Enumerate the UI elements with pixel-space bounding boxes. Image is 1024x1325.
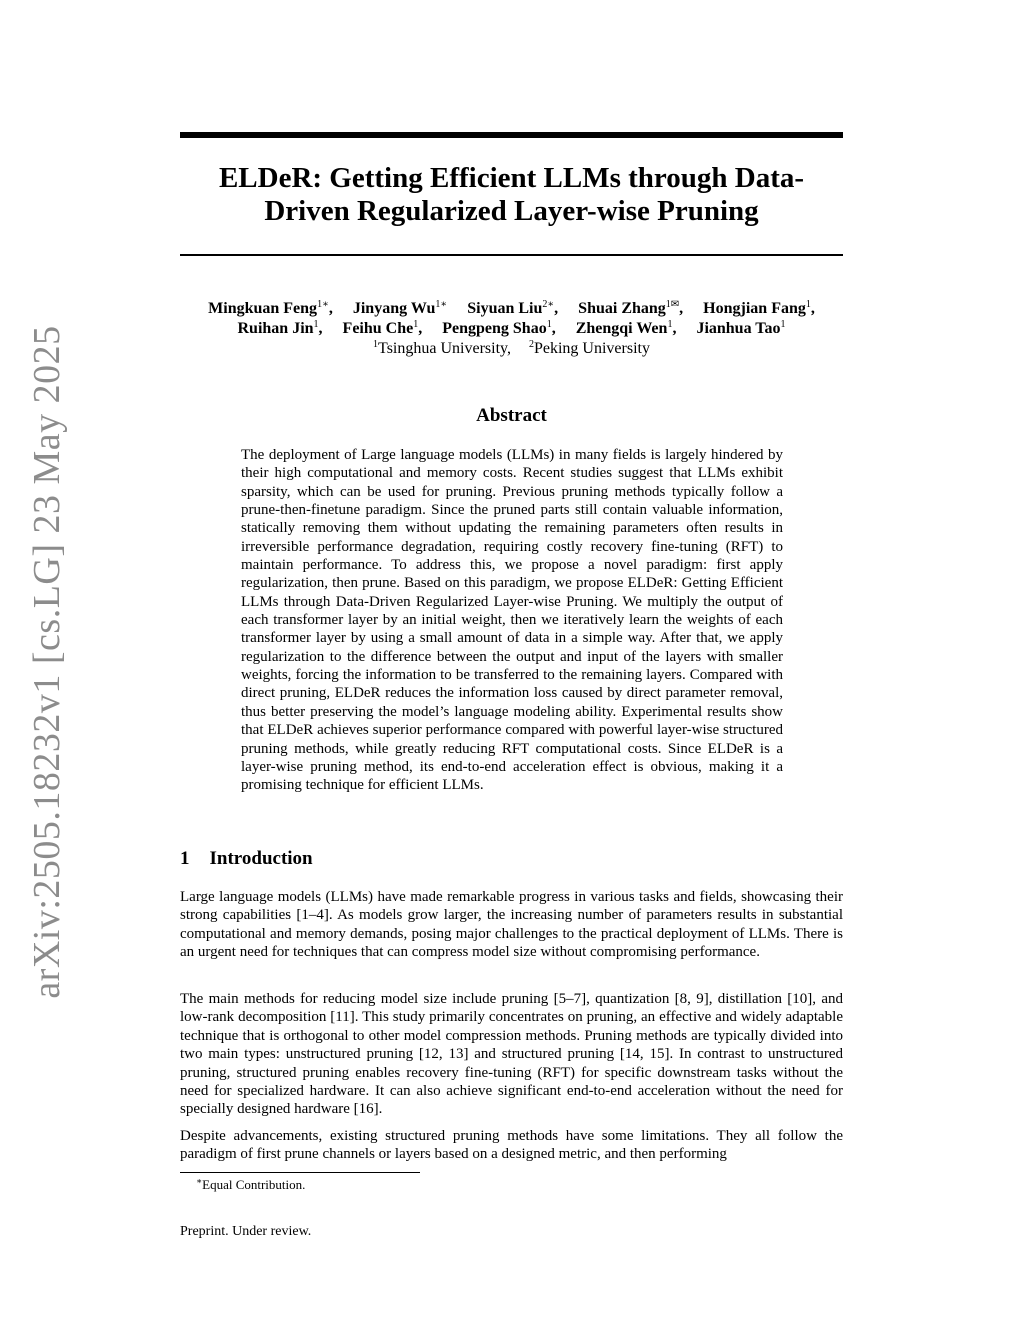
abstract-text: The deployment of Large language models (LLMs) in many fields is largely hindered by their high computational and memory costs. Recent studies suggest that LLMs exhibit sparsity, which can be used for pruning. Previous pruning methods typically follow a prune-then-finetune paradigm. Since the pruned parts still contain valuable information, statically removing them without updating the remaining parameters often results in irreversible performance degradation, requiring costly recovery fine-tuning (RFT) to maintain performance. To address this, we propose a novel paradigm: first apply regularization, then prune. Based on this paradigm, we propose ELDeR: Getting Efficient LLMs through Data-Driven Regularized Layer-wise Pruning. We multiply the output of each transformer layer by an initial weight, then we iteratively learn the weights of each transformer layer by using a small amount of data in a simple way. After that, we apply regularization to the difference between the output and input of the layers with smaller weights, forcing the information to be transferred to the remaining layers. Compared with direct pruning, ELDeR reduces the information loss caused by direct parameter removal, thus better preserving the model’s language modeling ability. Experimental results show that ELDeR achieves superior performance compared with powerful layer-wise structured pruning methods, while greatly reducing RFT computational costs. Since ELDeR is a layer-wise pruning method, its end-to-end acceleration effect is obvious, making it a promising technique for efficient LLMs. (241, 447, 783, 794)
title-top-rule (180, 132, 843, 138)
body-paragraph: The main methods for reducing model size include pruning [5–7], quantization [8, 9], distillation [10], and low-rank decomposition [11]. This study primarily concentrates on pruning, an effective and widely adaptable technique that is orthogonal to other model compression methods. Pruning methods are typically divided into two main types: unstructured pruning [12, 13] and structured pruning [14, 15]. In contrast to unstructured pruning, structured pruning enables recovery fine-tuning (RFT) for specific downstream tasks without the need for specialized hardware. It can also achieve significant end-to-end acceleration without the need for specially designed hardware [16]. (180, 991, 843, 1118)
author: Jianhua Tao$^1$ (696, 319, 786, 337)
section-number: 1 (180, 848, 190, 869)
paper-title: ELDeR: Getting Efficient LLMs through Data-Driven Regularized Layer-wise Pruning (218, 162, 805, 227)
author-block (150, 299, 873, 359)
author: Hongjian Fang$^1$, (703, 299, 815, 317)
author: Jinyang $Wu^{1∗}$ (352, 299, 448, 317)
corresponding-author: Shuai Zhang$^{1✉}$, (578, 299, 684, 317)
author-line-1 (150, 299, 873, 319)
footnote (196, 1177, 305, 1193)
body-paragraph: Despite advancements, existing structured pruning methods have some limitations. They all follow the paradigm of first prune channels or layers based on a designed metric, and then performing (180, 1128, 843, 1163)
author: Ruihan Jin$^1$, (237, 319, 323, 337)
author-line-2 (150, 319, 873, 339)
body-paragraph: Large language models (LLMs) have made remarkable progress in various tasks and fields, showcasing their strong capabilities [1–4]. As models grow larger, the increasing number of parameters results in substantial computational and memory demands, posing major challenges to the practical deployment of LLMs. There is an urgent need for techniques that can compress model size without compromising performance. (180, 889, 843, 961)
arxiv-identifier-stamp: arXiv:2505.18232v1 [cs.LG] 23 May 2025 (26, 325, 68, 999)
section-heading-introduction (180, 847, 313, 871)
footnote-text: Equal Contribution. (202, 1177, 306, 1192)
preprint-notice: Preprint. Under review. (180, 1224, 312, 1239)
footnote-mark: ∗ (196, 1176, 203, 1186)
author: Siyuan Liu$^{2∗}$, (467, 299, 559, 317)
author: Pengpeng Shao$^1$, (442, 319, 556, 337)
affiliation: $^2$Peking University (528, 339, 650, 357)
footnote-rule (180, 1172, 420, 1173)
affiliation: $^1$Tsinghua University, (373, 339, 511, 357)
author: Zhengqi Wen$^1$, (575, 319, 677, 337)
abstract-heading: Abstract (476, 405, 547, 426)
affiliation-line (150, 339, 873, 359)
author: Feihu Che$^1$, (342, 319, 423, 337)
title-bottom-rule (180, 254, 843, 256)
author: Mingkuan Feng$^{1∗}$, (208, 299, 333, 317)
section-title: Introduction (209, 848, 313, 869)
